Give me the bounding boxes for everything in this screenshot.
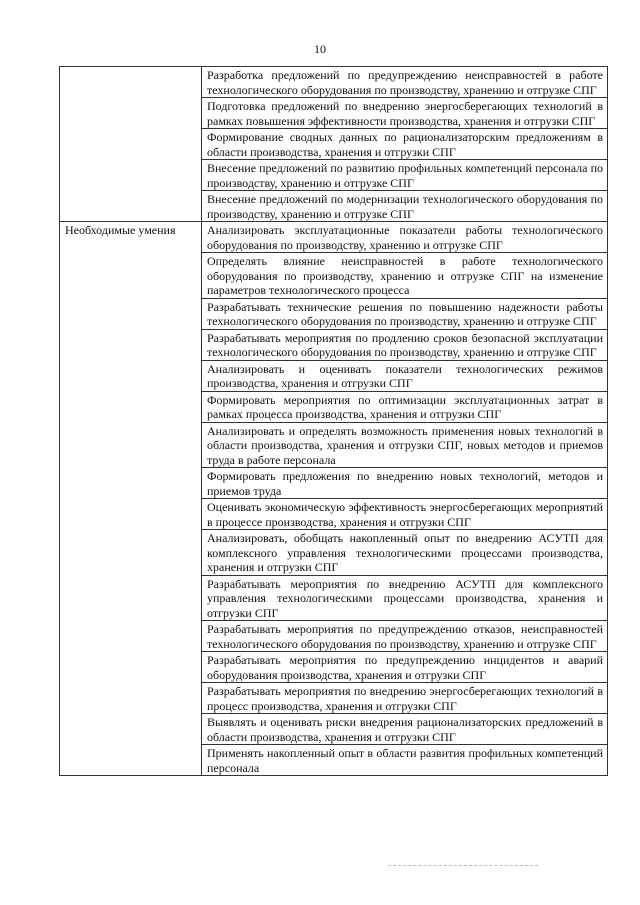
table-row	[60, 67, 608, 98]
page-number: 10	[314, 42, 326, 56]
requirement-item: Оценивать экономическую эффективность энергосберегающих мероприятий в процессе производства, хранения и отгрузки СПГ	[202, 499, 608, 530]
requirement-item: Подготовка предложений по внедрению энергосберегающих технологий в рамках повышения эффективности производства, хранения и отгрузки СПГ	[202, 98, 608, 129]
requirement-item: Разрабатывать мероприятия по продлению сроков безопасной эксплуатации технологического оборудования по производству, хранению и отгрузке СПГ	[202, 329, 608, 360]
requirement-item: Анализировать эксплуатационные показатели работы технологического оборудования по производству, хранению и отгрузке СПГ	[202, 222, 608, 253]
requirement-item: Внесение предложений по модернизации технологического оборудования по производству, хранению и отгрузке СПГ	[202, 191, 608, 222]
requirement-item: Разрабатывать мероприятия по предупреждению отказов, неисправностей технологического оборудования по производству, хранению и отгрузке СПГ	[202, 621, 608, 652]
requirement-item: Формирование сводных данных по рационализаторским предложениям в области производства, хранения и отгрузки СПГ	[202, 129, 608, 160]
table-row	[60, 222, 608, 253]
section-label	[60, 67, 202, 222]
section-label: Необходимые умения	[60, 222, 202, 776]
requirement-item: Анализировать и определять возможность применения новых технологий в области производства, хранения и отгрузки СПГ, новых методов и приемов труда в работе персонала	[202, 422, 608, 468]
requirement-item: Формировать предложения по внедрению новых технологий, методов и приемов труда	[202, 468, 608, 499]
requirement-item: Определять влияние неисправностей в работе технологического оборудования по производству, хранению и отгрузке СПГ на изменение параметров технологического процесса	[202, 253, 608, 299]
requirement-item: Формировать мероприятия по оптимизации эксплуатационных затрат в рамках процесса производства, хранения и отгрузки СПГ	[202, 391, 608, 422]
competency-table	[59, 66, 608, 776]
requirement-item: Выявлять и оценивать риски внедрения рационализаторских предложений в области производства, хранения и отгрузки СПГ	[202, 714, 608, 745]
requirement-item: Разрабатывать мероприятия по внедрению АСУТП для комплексного управления технологическими процессами производства, хранения и отгрузки СПГ	[202, 575, 608, 621]
requirement-item: Анализировать, обобщать накопленный опыт по внедрению АСУТП для комплексного управления технологическими процессами производства, хранения и отгрузки СПГ	[202, 530, 608, 576]
requirement-item: Разрабатывать мероприятия по предупреждению инцидентов и аварий оборудования производства, хранения и отгрузки СПГ	[202, 652, 608, 683]
requirement-item: Внесение предложений по развитию профильных компетенций персонала по производству, хранению и отгрузке СПГ	[202, 160, 608, 191]
requirement-item: Применять накопленный опыт в области развития профильных компетенций персонала	[202, 745, 608, 776]
requirement-item: Разрабатывать технические решения по повышению надежности работы технологического оборудования по производству, хранению и отгрузке СПГ	[202, 298, 608, 329]
requirement-item: Анализировать и оценивать показатели технологических режимов производства, хранения и отгрузки СПГ	[202, 360, 608, 391]
requirement-item: Разрабатывать мероприятия по внедрению энергосберегающих технологий в процесс производства, хранения и отгрузки СПГ	[202, 683, 608, 714]
requirement-item: Разработка предложений по предупреждению неисправностей в работе технологического оборудования по производству, хранению и отгрузке СПГ	[202, 67, 608, 98]
